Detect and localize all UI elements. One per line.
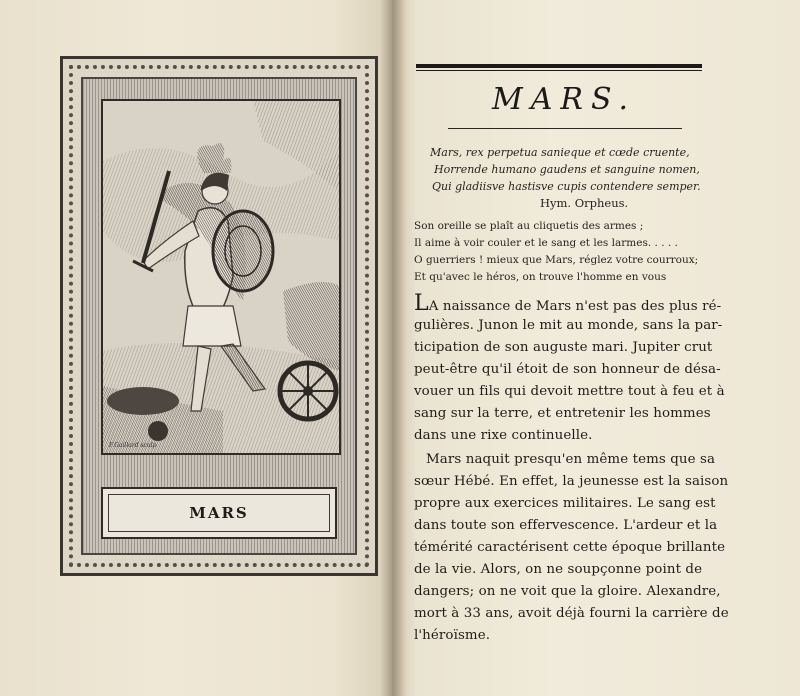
heading-rule-bottom <box>448 128 682 129</box>
paragraph-line: vouer un fils qui devoit mettre tout à feu et à <box>414 384 725 399</box>
book-gutter <box>380 0 406 696</box>
paragraph-line: de la vie. Alors, on ne soupçonne point de <box>414 562 703 577</box>
paragraph-line: dans toute son effervescence. L'ardeur et la <box>414 518 718 533</box>
engraved-plate-frame <box>60 56 378 576</box>
epigraph-line: Mars, rex perpetua sanieque et cœde cruente, <box>430 146 690 159</box>
paragraph-line: sœur Hébé. En effet, la jeunesse est la saison <box>414 474 729 489</box>
paragraph-line: sang sur la terre, et entretenir les hommes <box>414 406 711 421</box>
heading-rule-top <box>416 64 702 71</box>
plate-caption: MARS <box>189 504 249 522</box>
verse-line: Et qu'avec le héros, on trouve l'homme en vous <box>414 271 667 283</box>
left-page <box>0 0 392 696</box>
mars-warrior-illustration <box>103 101 339 453</box>
paragraph-line: propre aux exercices militaires. Le sang est <box>414 496 716 511</box>
epigraph-line: Horrende humano gaudens et sanguine nomen, <box>434 163 700 176</box>
paragraph-line: témérité caractérisent cette époque brillante <box>414 540 726 555</box>
paragraph-line: dans une rixe continuelle. <box>414 428 593 443</box>
mars-engraving-image <box>101 99 341 455</box>
first-line-text: A naissance de Mars n'est pas des plus ré- <box>428 299 722 314</box>
verse-line: Il aime à voir couler et le sang et les larmes. . . . . <box>414 237 678 249</box>
plate-caption-box <box>101 487 337 539</box>
paragraph-line: mort à 33 ans, avoit déjà fourni la carrière de <box>414 606 729 621</box>
artist-signature: F.Gaillard sculp <box>109 442 157 449</box>
verse-line: O guerriers ! mieux que Mars, réglez votre courroux; <box>414 254 699 266</box>
epigraph-attribution: Hym. Orpheus. <box>540 196 629 210</box>
paragraph-line: Mars naquit presqu'en même tems que sa <box>426 452 716 467</box>
paragraph-line: peut-être qu'il étoit de son honneur de désa- <box>414 362 721 377</box>
verse-line: Son oreille se plaît au cliquetis des armes ; <box>414 220 644 232</box>
paragraph-line: l'héroïsme. <box>414 628 491 643</box>
paragraph-first-line <box>414 291 722 316</box>
paragraph-line: dangers; on ne voit que la gloire. Alexandre, <box>414 584 721 599</box>
epigraph-line: Qui gladiisve hastisve cupis contendere semper. <box>432 180 701 193</box>
plate-caption-inner <box>108 494 330 532</box>
chapter-heading: MARS. <box>492 82 636 117</box>
paragraph-line: gulières. Junon le mit au monde, sans la par- <box>414 318 723 333</box>
drop-cap: L <box>414 291 429 316</box>
paragraph-line: ticipation de son auguste mari. Jupiter crut <box>414 340 713 355</box>
